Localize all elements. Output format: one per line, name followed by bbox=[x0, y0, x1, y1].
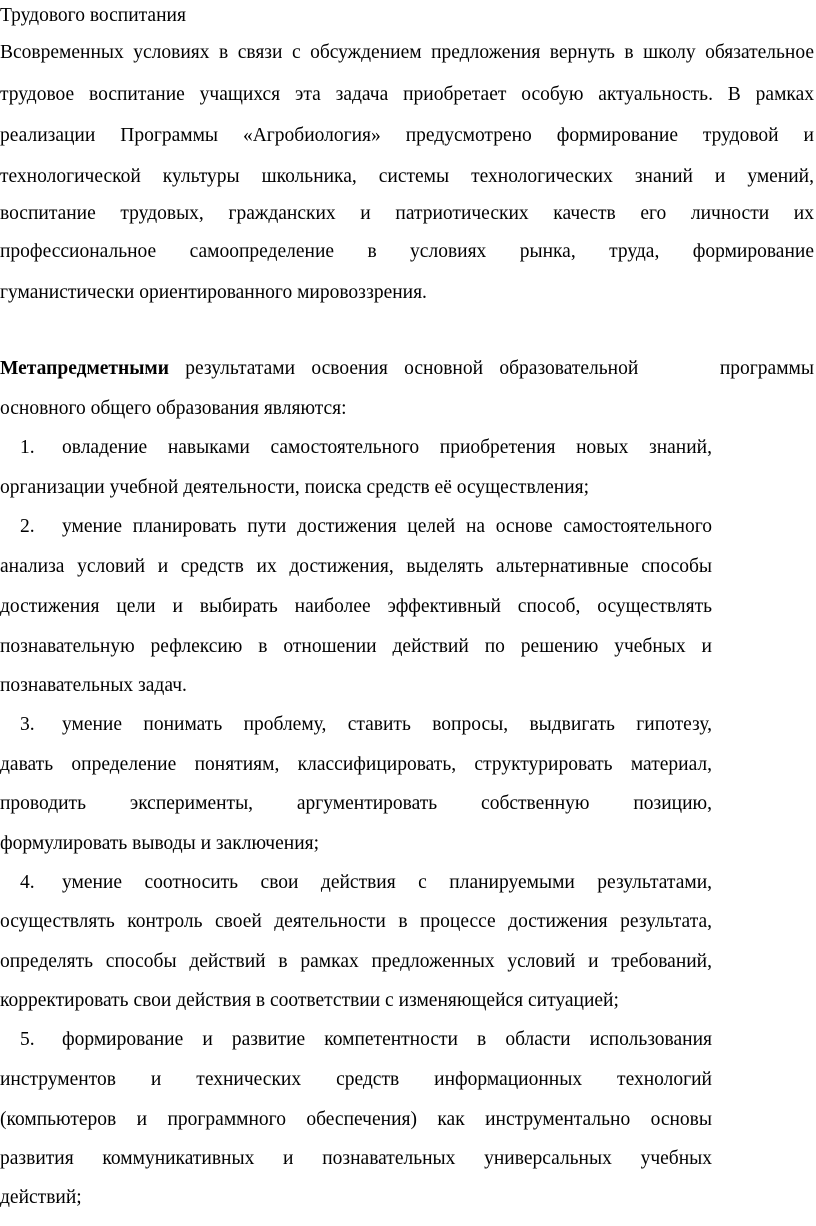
list-number: 4. bbox=[20, 872, 35, 893]
list-item-text: овладение навыками самостоятельного приобретения новых знаний, bbox=[62, 437, 712, 458]
list-item-line: проводить эксперименты, аргументировать собственную позицию, bbox=[0, 793, 712, 814]
list-item-line: познавательную рефлексию в отношении действий по решению учебных и bbox=[0, 636, 712, 657]
section-heading: Трудового воспитания bbox=[0, 5, 186, 26]
list-item-line: инструментов и технических средств информационных технологий bbox=[0, 1069, 712, 1090]
list-item-text: формирование и развитие компетентности в области использования bbox=[62, 1029, 712, 1050]
list-item-line: анализа условий и средств их достижения, выделять альтернативные способы bbox=[0, 556, 712, 577]
list-item-line: развития коммуникативных и познавательных универсальных учебных bbox=[0, 1148, 712, 1169]
meta-intro-text: результатами освоения основной образовательной программы bbox=[168, 358, 814, 379]
list-item-text: умение соотносить свои действия с планируемыми результатами, bbox=[62, 872, 712, 893]
list-item-line: корректировать свои действия в соответствии с изменяющейся ситуацией; bbox=[0, 990, 619, 1011]
list-item-line: познавательных задач. bbox=[0, 675, 187, 696]
paragraph-line: реализации Программы «Агробиология» предусмотрено формирование трудовой и bbox=[0, 125, 814, 146]
meta-intro-line: основного общего образования являются: bbox=[0, 398, 347, 419]
list-number: 3. bbox=[20, 714, 35, 735]
paragraph-line: трудовое воспитание учащихся эта задача приобретает особую актуальность. В рамках bbox=[0, 84, 814, 105]
list-number: 1. bbox=[20, 437, 35, 458]
list-item bbox=[0, 713, 712, 737]
list-item-line: определять способы действий в рамках предложенных условий и требований, bbox=[0, 951, 712, 972]
list-item bbox=[0, 515, 712, 539]
list-item bbox=[0, 436, 712, 460]
paragraph-line: гуманистически ориентированного мировоззрения. bbox=[0, 282, 427, 303]
list-item-text: умение понимать проблему, ставить вопросы, выдвигать гипотезу, bbox=[62, 714, 712, 735]
paragraph-line: технологической культуры школьника, системы технологических знаний и умений, bbox=[0, 166, 814, 187]
list-item-line: (компьютеров и программного обеспечения) как инструментально основы bbox=[0, 1109, 712, 1130]
list-item bbox=[0, 871, 712, 895]
meta-intro-line bbox=[0, 357, 814, 381]
paragraph-line: воспитание трудовых, гражданских и патриотических качеств его личности их bbox=[0, 203, 814, 224]
list-item-line: формулировать выводы и заключения; bbox=[0, 833, 320, 854]
list-item bbox=[0, 1028, 712, 1052]
list-item-line: организации учебной деятельности, поиска средств её осуществления; bbox=[0, 477, 590, 498]
list-item-line: давать определение понятиям, классифицировать, структурировать материал, bbox=[0, 754, 712, 775]
list-item-line: осуществлять контроль своей деятельности в процессе достижения результата, bbox=[0, 911, 712, 932]
list-number: 5. bbox=[20, 1029, 35, 1050]
list-item-text: умение планировать пути достижения целей на основе самостоятельного bbox=[62, 516, 712, 537]
list-number: 2. bbox=[20, 516, 35, 537]
list-item-line: достижения цели и выбирать наиболее эффективный способ, осуществлять bbox=[0, 596, 712, 617]
paragraph-line: профессиональное самоопределение в условиях рынка, труда, формирование bbox=[0, 241, 814, 262]
bold-term: Метапредметными bbox=[0, 358, 169, 379]
paragraph-line: Всовременных условиях в связи с обсуждением предложения вернуть в школу обязательное bbox=[0, 42, 814, 63]
list-item-line: действий; bbox=[0, 1187, 82, 1208]
